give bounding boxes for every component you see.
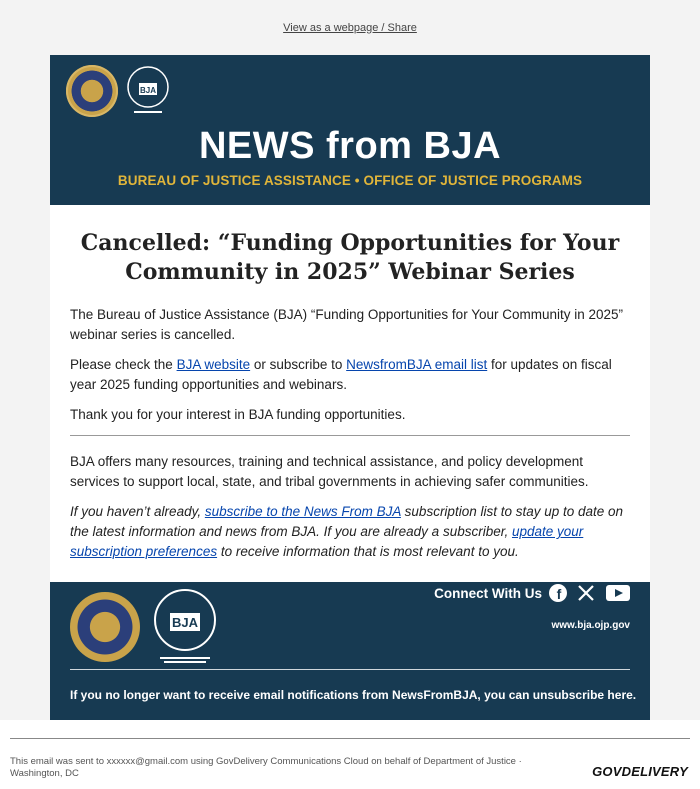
subscribe-link[interactable]: subscribe to the News From BJA	[204, 504, 401, 519]
connect-label: Connect With Us	[434, 585, 542, 601]
facebook-icon[interactable]	[546, 582, 570, 604]
article-title: Cancelled: “Funding Opportunities for Your Community in 2025” Webinar Series	[80, 230, 620, 285]
email-header	[50, 55, 650, 205]
update-preferences-link[interactable]: update your subscription preferences	[70, 524, 584, 559]
email-footer	[50, 582, 650, 720]
svg-text:f: f	[556, 586, 562, 602]
paragraph-subscribe: If you haven’t already, subscribe to the News From BJA subscription list to stay up to date on the latest information and news from BJA. If you are already a subscriber, update your subscription preferences to receive information that is most relevant to you.	[70, 504, 624, 559]
paragraph-check-website: Please check the BJA website or subscribe to NewsfromBJA email list for updates on fiscal year 2025 funding opportunities and webinars.	[70, 357, 612, 392]
connect-with-us	[434, 582, 630, 604]
svg-text:BJA: BJA	[139, 86, 157, 95]
x-icon[interactable]	[574, 582, 598, 604]
paragraph-thank-you: Thank you for your interest in BJA funding opportunities.	[70, 407, 406, 422]
header-title: NEWS from BJA	[198, 125, 502, 167]
email-body	[50, 55, 650, 720]
header-subtitle: BUREAU OF JUSTICE ASSISTANCE • OFFICE OF JUSTICE PROGRAMS	[117, 173, 583, 188]
footer-bja-seal-icon	[150, 587, 220, 665]
view-as-webpage-link[interactable]: View as a webpage / Share	[283, 21, 417, 34]
govdelivery-footer	[0, 720, 700, 789]
bottom-divider	[10, 738, 690, 739]
bja-seal-icon	[126, 65, 170, 117]
site-url[interactable]: www.bja.ojp.gov	[551, 620, 630, 631]
doj-seal-icon	[66, 65, 118, 117]
paragraph-cancelled: The Bureau of Justice Assistance (BJA) “Funding Opportunities for Your Community in 2025” webinar series is cancelled.	[70, 307, 624, 342]
footer-doj-seal-icon	[70, 592, 140, 662]
unsubscribe-text[interactable]: If you no longer want to receive email notifications from NewsFromBJA, you can unsubscribe here.	[70, 688, 637, 702]
paragraph-resources: BJA offers many resources, training and technical assistance, and policy development services to support local, state, and tribal governments in achieving safer communities.	[70, 454, 589, 489]
svg-text:BJA: BJA	[171, 615, 199, 630]
footer-divider	[70, 669, 630, 670]
article-content	[50, 205, 650, 582]
divider	[70, 435, 630, 436]
youtube-icon[interactable]	[606, 585, 630, 601]
bja-website-link[interactable]: BJA website	[176, 357, 251, 372]
top-bar	[0, 0, 700, 55]
sent-notice: This email was sent to xxxxxx@gmail.com using GovDelivery Communications Cloud on behalf of Department of Justice · Washington, DC	[10, 756, 522, 779]
govdelivery-logo[interactable]: GOVDELIVERY	[592, 764, 688, 779]
newsfrombja-email-list-link[interactable]: NewsfromBJA email list	[346, 357, 488, 372]
